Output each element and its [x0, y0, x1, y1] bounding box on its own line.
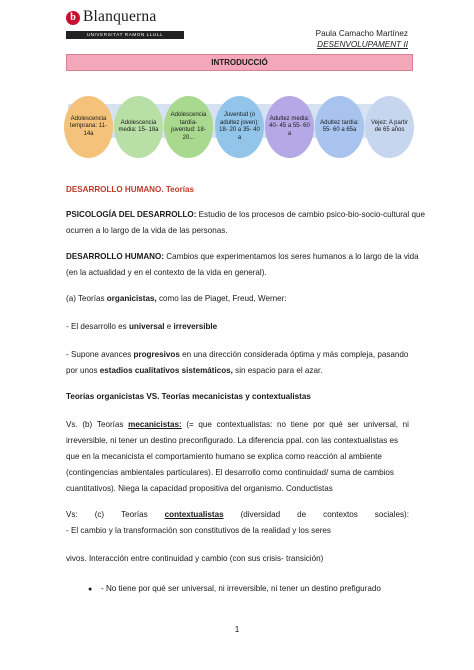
contextualist-line3: vivos. Interacción entre continuidad y cambio (con sus crisis- transición) — [66, 554, 324, 563]
definition-psicologia-line1 — [66, 210, 425, 220]
mechanicist-line5: cuantitativos). Niega la capacidad propositiva del organismo. Conductistas — [66, 484, 333, 493]
word: Vs. — [66, 420, 78, 429]
word: contextualistas: — [216, 420, 273, 429]
organicist-point-2-line1 — [66, 350, 408, 360]
word: (= — [186, 420, 194, 429]
word: (b) — [82, 420, 93, 429]
definition-desarrollo-line2: (en la actualidad y en el contexto de la vida en general). — [66, 268, 267, 277]
contextualist-bullet: - No tiene por qué ser universal, ni irreversible, ni tener un destino prefigurado — [101, 584, 381, 593]
life-stages-diagram — [64, 96, 416, 158]
stage-adolescencia-tardia: Adolescencia tardía- juventud: 18- 20... — [164, 96, 213, 158]
header-author: Paula Camacho Martínez — [315, 29, 408, 38]
text-run: por unos — [66, 366, 100, 375]
word: no — [277, 420, 287, 429]
text-run: e — [164, 322, 174, 331]
text-run: como las de Piaget, Freud, Werner: — [156, 294, 287, 303]
logo-name: Blanquerna — [83, 8, 157, 25]
text-run-bold: irreversible — [173, 322, 218, 331]
text-run-bold: organicistas, — [106, 294, 157, 303]
text-run: en una dirección considerada óptima y más compleja, pasando — [179, 350, 409, 359]
mechanicist-line2: irreversible, ni tener un destino preconfigurado. La diferencia ppal. con las contextualistas es — [66, 436, 399, 445]
stage-adolescencia-media: Adolescencia media: 15- 18a — [114, 96, 163, 158]
word: que — [198, 420, 212, 429]
text-run: - El desarrollo es — [66, 322, 129, 331]
text-run: - Supone avances — [66, 350, 134, 359]
word: de — [297, 510, 307, 519]
contextualist-line1 — [66, 510, 409, 520]
definition-text: Cambios que experimentamos los seres humanos a lo largo de la vida — [164, 252, 419, 261]
word: Teorías — [96, 420, 124, 429]
header-subject: DESENVOLUPAMENT II — [317, 40, 408, 49]
word: Teorías — [121, 510, 148, 519]
comparison-heading: Teorías organicistas VS. Teorías mecanicistas y contextualistas — [66, 392, 311, 401]
definition-desarrollo-line1 — [66, 252, 419, 262]
text-run-bold: progresivos — [133, 350, 180, 359]
blanquerna-logo — [66, 10, 186, 50]
section-banner: INTRODUCCIÓ — [66, 54, 413, 71]
bullet-icon: ● — [88, 586, 93, 593]
stage-adolescencia-temprana: Adolescencia temprana: 11- 14a — [64, 96, 113, 158]
text-run: sin espacio para el azar. — [232, 366, 323, 375]
word: ser — [347, 420, 359, 429]
definition-psicologia-line2: ocurren a lo largo de la vida de las personas. — [66, 226, 228, 235]
organicist-point-1 — [66, 322, 217, 332]
term-mecanicistas: mecanicistas: — [128, 420, 182, 429]
word: sociales): — [374, 510, 409, 519]
stage-adultez-tardia: Adultez tardía: 55- 60 a 65a — [315, 96, 364, 158]
stage-juventud: Juventud (o adultez joven): 18- 20 a 35- 40 a — [215, 96, 264, 158]
mechanicist-line4: (contingencias ambientales particulares). El desarrollo como continuidad/ suma de cambios — [66, 468, 394, 477]
word: contextos — [323, 510, 358, 519]
mechanicist-line3: que en la mecanicista el comportamiento humano se explica como reacción al ambiente — [66, 452, 382, 461]
organicist-point-2-line2 — [66, 366, 322, 376]
term-contextualistas: contextualistas — [164, 510, 224, 519]
word: ni — [402, 420, 409, 429]
text-run: (a) Teorías — [66, 294, 107, 303]
page-number: 1 — [234, 625, 240, 634]
word: (diversidad — [240, 510, 281, 519]
organicist-intro — [66, 294, 287, 304]
text-run-bold: universal — [128, 322, 165, 331]
word: Vs: — [66, 510, 78, 519]
word: tiene — [290, 420, 309, 429]
word: por — [312, 420, 325, 429]
word: (c) — [94, 510, 105, 519]
word: universal, — [363, 420, 399, 429]
section-title: DESARROLLO HUMANO. Teorías — [66, 185, 195, 194]
stage-adultez-media: Adultez media: 40- 45 a 55- 60 a — [265, 96, 314, 158]
text-run-bold: estadios cualitativos sistemáticos, — [99, 366, 233, 375]
logo-subtitle: UNIVERSITAT RAMON LLULL — [66, 31, 184, 39]
mechanicist-line1 — [66, 420, 409, 430]
logo-mark-icon: b — [66, 11, 80, 25]
term-label: DESARROLLO HUMANO: — [66, 252, 165, 261]
word: qué — [329, 420, 343, 429]
term-label: PSICOLOGÍA DEL DESARROLLO: — [66, 210, 197, 219]
stage-vejez: Vejez: A partir de 65 años — [365, 96, 414, 158]
definition-text: Estudio de los procesos de cambio psico-bio-socio-cultural que — [196, 210, 425, 219]
contextualist-line2: - El cambio y la transformación son constitutivos de la realidad y los seres — [66, 526, 331, 535]
